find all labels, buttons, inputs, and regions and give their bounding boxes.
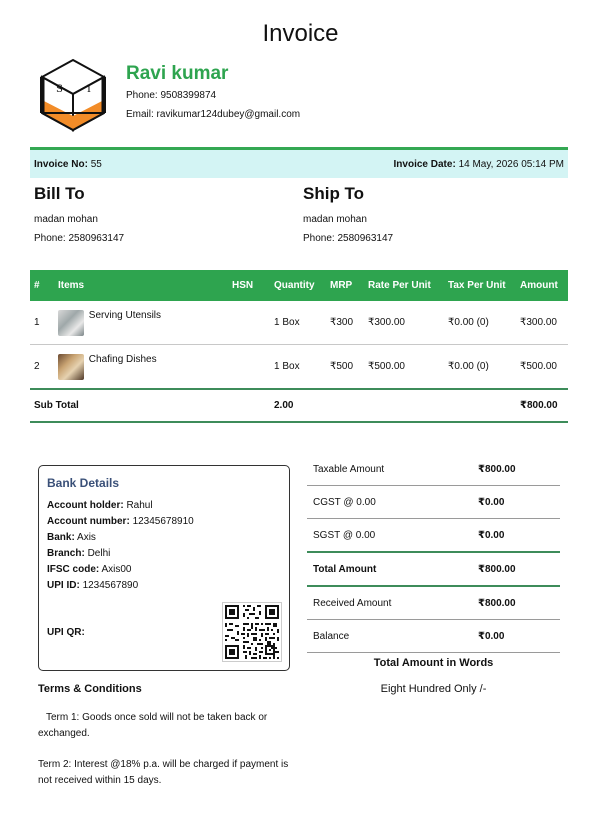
invoice-number xyxy=(34,159,102,170)
invoice-date xyxy=(394,159,564,170)
taxable-amount-value: ₹800.00 xyxy=(472,453,560,486)
col-header-rate: Rate Per Unit xyxy=(364,270,444,301)
bill-to-name: madan mohan xyxy=(34,214,98,225)
total-amount-label: Total Amount xyxy=(307,552,472,586)
term-2: Term 2: Interest @18% p.a. will be charged if payment is not received within 15 days. xyxy=(38,759,289,786)
company-name: Ravi kumar xyxy=(126,63,229,84)
bank-name xyxy=(47,532,96,543)
table-row xyxy=(30,345,568,390)
row-item xyxy=(54,301,228,345)
col-header-quantity: Quantity xyxy=(270,270,326,301)
bank-branch xyxy=(47,548,110,559)
account-holder-value: Rahul xyxy=(126,500,153,511)
account-holder-label: Account holder: xyxy=(47,500,124,511)
row-number: 1 xyxy=(30,301,54,345)
company-logo xyxy=(40,58,106,132)
total-amount-value: ₹800.00 xyxy=(472,552,560,586)
sgst-value: ₹0.00 xyxy=(472,519,560,553)
ifsc-code xyxy=(47,564,131,575)
received-amount-value: ₹800.00 xyxy=(472,586,560,620)
item-name: Serving Utensils xyxy=(88,309,162,321)
subtotal-quantity: 2.00 xyxy=(270,389,326,422)
totals-table xyxy=(307,453,560,653)
col-header-hsn: HSN xyxy=(228,270,270,301)
row-number: 2 xyxy=(30,345,54,390)
bank-branch-value: Delhi xyxy=(87,548,111,559)
account-number xyxy=(47,516,194,527)
ship-to-phone: Phone: 2580963147 xyxy=(303,233,394,244)
table-row xyxy=(30,301,568,345)
col-header-items: Items xyxy=(54,270,228,301)
bank-details-title: Bank Details xyxy=(47,476,120,490)
totals-row xyxy=(307,586,560,620)
account-holder xyxy=(47,500,153,511)
company-email: Email: ravikumar124dubey@gmail.com xyxy=(126,109,301,120)
logo-letter-i: I xyxy=(87,84,91,95)
bank-name-value: Axis xyxy=(77,532,96,543)
row-mrp: ₹500 xyxy=(326,345,364,390)
term-1: Term 1: Goods once sold will not be taken back or exchanged. xyxy=(38,712,268,739)
row-item xyxy=(54,345,228,390)
amount-in-words-title: Total Amount in Words xyxy=(373,657,494,669)
account-number-value: 12345678910 xyxy=(132,516,194,527)
logo-letter-s: S xyxy=(56,84,63,95)
items-table xyxy=(30,270,568,423)
bill-to-heading: Bill To xyxy=(34,184,85,203)
subtotal-row xyxy=(30,389,568,422)
totals-row xyxy=(307,486,560,519)
row-quantity: 1 Box xyxy=(270,345,326,390)
invoice-number-value: 55 xyxy=(90,159,102,170)
row-hsn xyxy=(228,301,270,345)
ship-to-name: madan mohan xyxy=(303,214,367,225)
received-amount-label: Received Amount xyxy=(307,586,472,620)
amount-in-words-value: Eight Hundred Only /- xyxy=(380,683,487,695)
item-image xyxy=(58,310,84,336)
sgst-label: SGST @ 0.00 xyxy=(307,519,472,553)
row-hsn xyxy=(228,345,270,390)
item-image xyxy=(58,354,84,380)
invoice-number-label: Invoice No: xyxy=(34,159,88,170)
totals-row xyxy=(307,552,560,586)
subtotal-label: Sub Total xyxy=(30,389,270,422)
row-tax: ₹0.00 (0) xyxy=(444,345,516,390)
items-header-row xyxy=(30,270,568,301)
ifsc-code-value: Axis00 xyxy=(101,564,132,575)
totals-row xyxy=(307,620,560,653)
invoice-date-label: Invoice Date: xyxy=(393,159,456,170)
col-header-amount: Amount xyxy=(516,270,568,301)
cgst-label: CGST @ 0.00 xyxy=(307,486,472,519)
col-header-number: # xyxy=(30,270,54,301)
bank-details-box xyxy=(38,465,290,671)
col-header-tax: Tax Per Unit xyxy=(444,270,516,301)
totals-row xyxy=(307,519,560,553)
row-mrp: ₹300 xyxy=(326,301,364,345)
invoice-date-value: 14 May, 2026 05:14 PM xyxy=(458,159,564,170)
company-phone: Phone: 9508399874 xyxy=(126,90,217,101)
bank-branch-label: Branch: xyxy=(47,548,85,559)
subtotal-amount: ₹800.00 xyxy=(516,389,568,422)
upi-id-label: UPI ID: xyxy=(47,580,80,591)
balance-label: Balance xyxy=(307,620,472,653)
ship-to-heading: Ship To xyxy=(303,184,365,203)
bill-to-phone: Phone: 2580963147 xyxy=(34,233,125,244)
invoice-title: Invoice xyxy=(262,20,339,47)
upi-id-value: 1234567890 xyxy=(82,580,139,591)
row-amount: ₹500.00 xyxy=(516,345,568,390)
qr-code-image xyxy=(222,602,282,662)
upi-id xyxy=(47,580,138,591)
col-header-mrp: MRP xyxy=(326,270,364,301)
cgst-value: ₹0.00 xyxy=(472,486,560,519)
totals-row xyxy=(307,453,560,486)
item-name: Chafing Dishes xyxy=(88,353,157,365)
row-rate: ₹500.00 xyxy=(364,345,444,390)
ifsc-code-label: IFSC code: xyxy=(47,564,100,575)
taxable-amount-label: Taxable Amount xyxy=(307,453,472,486)
upi-qr-label: UPI QR: xyxy=(47,627,85,638)
row-tax: ₹0.00 (0) xyxy=(444,301,516,345)
terms-title: Terms & Conditions xyxy=(38,683,142,695)
row-quantity: 1 Box xyxy=(270,301,326,345)
balance-value: ₹0.00 xyxy=(472,620,560,653)
row-rate: ₹300.00 xyxy=(364,301,444,345)
account-number-label: Account number: xyxy=(47,516,130,527)
invoice-info-bar xyxy=(30,147,568,178)
bank-name-label: Bank: xyxy=(47,532,75,543)
row-amount: ₹300.00 xyxy=(516,301,568,345)
